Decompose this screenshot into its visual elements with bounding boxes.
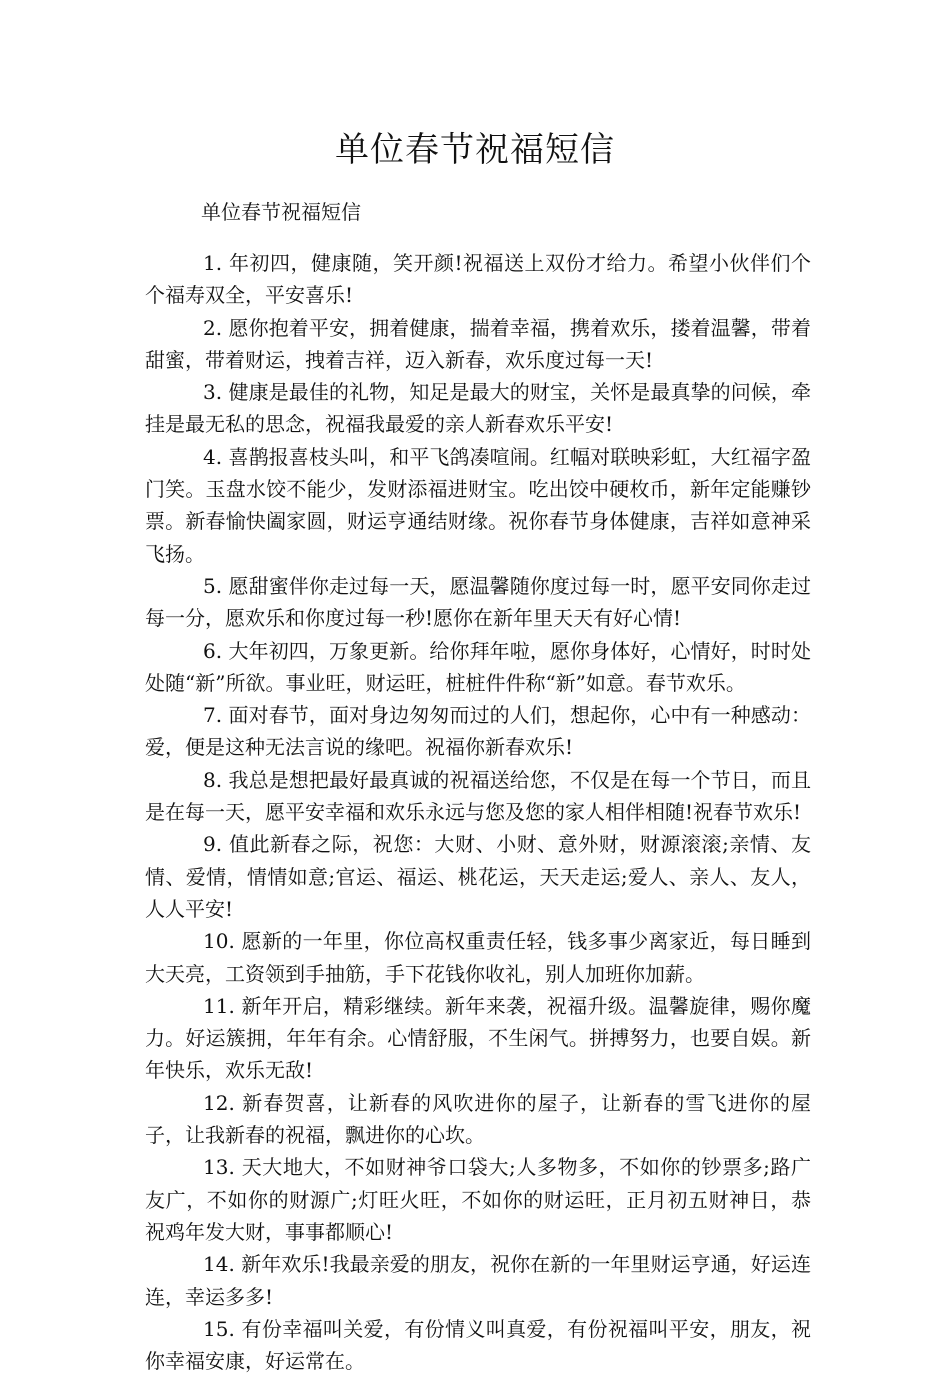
message-paragraph: 11. 新年开启，精彩继续。新年来袭，祝福升级。温馨旋律，赐你魔力。好运簇拥，年年有余。心情舒服，不生闲气。拼搏努力，也要自娱。新年快乐，欢乐无敌!: [145, 993, 811, 1083]
message-paragraph: 3. 健康是最佳的礼物，知足是最大的财宝，关怀是最真挚的问候，牵挂是最无私的思念，祝福我最爱的亲人新春欢乐平安!: [145, 380, 811, 437]
message-paragraph: 14. 新年欢乐!我最亲爱的朋友，祝你在新的一年里财运亨通，好运连连，幸运多多!: [145, 1252, 811, 1309]
message-paragraph: 2. 愿你抱着平安，拥着健康，揣着幸福，携着欢乐，搂着温馨，带着甜蜜，带着财运，拽着吉祥，迈入新春，欢乐度过每一天!: [145, 315, 811, 372]
message-paragraph: 8. 我总是想把最好最真诚的祝福送给您，不仅是在每一个节日，而且是在每一天，愿平安幸福和欢乐永远与您及您的家人相伴相随!祝春节欢乐!: [145, 767, 811, 825]
message-paragraph: 9. 值此新春之际，祝您：大财、小财、意外财，财源滚滚;亲情、友情、爱情，情情如意;官运、福运、桃花运，天天走运;爱人、亲人、友人，人人平安!: [145, 832, 811, 921]
message-paragraph: 4. 喜鹊报喜枝头叫，和平飞鸽凑喧闹。红幅对联映彩虹，大红福字盈门笑。玉盘水饺不能少，发财添福进财宝。吃出饺中硬枚币，新年定能赚钞票。新春愉快阖家圆，财运亨通结财缘。祝你春节身体健康，吉祥如意神采飞扬。: [145, 444, 811, 566]
message-paragraph: 6. 大年初四，万象更新。给你拜年啦，愿你身体好，心情好，时时处处随“新”所欲。事业旺，财运旺，桩桩件件称“新”如意。春节欢乐。: [145, 638, 811, 695]
message-paragraph: 13. 天大地大，不如财神爷口袋大;人多物多，不如你的钞票多;路广友广，不如你的财源广;灯旺火旺，不如你的财运旺，正月初五财神日，恭祝鸡年发大财，事事都顺心!: [145, 1155, 811, 1244]
message-paragraph: 5. 愿甜蜜伴你走过每一天，愿温馨随你度过每一时，愿平安同你走过每一分，愿欢乐和你度过每一秒!愿你在新年里天天有好心情!: [145, 573, 811, 631]
message-paragraph: 1. 年初四，健康随，笑开颜!祝福送上双份才给力。希望小伙伴们个个福寿双全，平安喜乐!: [145, 251, 811, 308]
document-subtitle: 单位春节祝福短信: [201, 200, 361, 224]
document-title: 单位春节祝福短信: [335, 130, 615, 170]
message-paragraph: 12. 新春贺喜，让新春的风吹进你的屋子，让新春的雪飞进你的屋子，让我新春的祝福，飘进你的心坎。: [145, 1090, 811, 1148]
message-paragraph: 7. 面对春节，面对身边匆匆而过的人们，想起你，心中有一种感动：爱，便是这种无法言说的缘吧。祝福你新春欢乐!: [145, 703, 811, 760]
message-paragraph: 15. 有份幸福叫关爱，有份情义叫真爱，有份祝福叫平安，朋友，祝你幸福安康，好运常在。: [145, 1316, 811, 1374]
message-list: [145, 247, 811, 1377]
message-paragraph: 10. 愿新的一年里，你位高权重责任轻，钱多事少离家近，每日睡到大天亮，工资领到手抽筋，手下花钱你收礼，别人加班你加薪。: [145, 929, 811, 986]
